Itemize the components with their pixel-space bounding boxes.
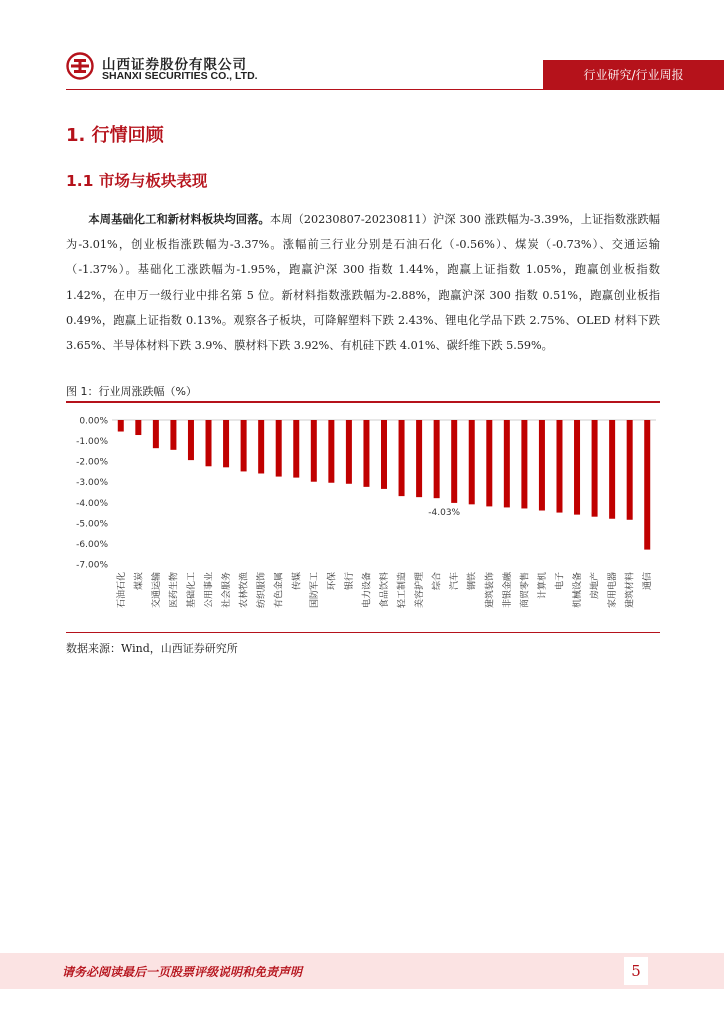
x-tick-label: 纺织服饰 xyxy=(257,572,268,609)
bar-24 xyxy=(539,420,545,511)
bar-1 xyxy=(135,420,141,435)
bar-23 xyxy=(521,420,527,508)
subsection-title: 1.1 市场与板块表现 xyxy=(66,172,208,190)
bar-10 xyxy=(293,420,299,478)
x-tick-label: 社会服务 xyxy=(222,572,233,609)
x-tick-label: 电子 xyxy=(555,572,566,591)
bar-28 xyxy=(609,420,615,519)
x-tick-label: 交通运输 xyxy=(151,572,162,609)
bar-22 xyxy=(504,420,510,507)
x-tick-label: 基础化工 xyxy=(186,572,197,609)
bar-18 xyxy=(434,420,440,498)
industry-weekly-change-chart xyxy=(66,406,660,631)
x-tick-label: 医药生物 xyxy=(169,572,180,609)
disclaimer-text: 请务必阅读最后一页股票评级说明和免责声明 xyxy=(62,965,303,979)
x-tick-label: 银行 xyxy=(344,572,355,591)
y-tick-label: -1.00% xyxy=(76,437,108,448)
bar-4 xyxy=(188,420,194,460)
bar-16 xyxy=(399,420,405,496)
report-type-tab: 行业研究/行业周报 xyxy=(543,60,724,90)
y-tick-label: -4.00% xyxy=(76,498,108,509)
x-tick-label: 非银金融 xyxy=(502,572,513,609)
company-name-cn: 山西证券股份有限公司 xyxy=(102,57,247,73)
page-footer xyxy=(0,953,724,989)
x-tick-label: 建筑装饰 xyxy=(485,572,496,609)
bar-26 xyxy=(574,420,580,515)
y-tick-label: -7.00% xyxy=(76,560,108,571)
x-tick-label: 房地产 xyxy=(590,572,601,600)
market-review-paragraph xyxy=(66,207,660,358)
bar-3 xyxy=(170,420,176,450)
figure-top-rule xyxy=(66,401,660,403)
x-tick-label: 机械设备 xyxy=(573,572,584,609)
bar-8 xyxy=(258,420,264,473)
bar-5 xyxy=(206,420,212,466)
x-tick-label: 环保 xyxy=(327,572,338,591)
bar-15 xyxy=(381,420,387,489)
data-label: -4.03% xyxy=(428,507,461,518)
bar-12 xyxy=(328,420,334,483)
x-tick-label: 煤炭 xyxy=(134,572,145,591)
bar-29 xyxy=(627,420,633,520)
y-tick-label: 0.00% xyxy=(79,416,108,427)
x-tick-label: 有色金属 xyxy=(274,572,285,609)
x-tick-label: 汽车 xyxy=(450,572,461,591)
figure-source: 数据来源：Wind，山西证券研究所 xyxy=(66,642,238,655)
bar-27 xyxy=(592,420,598,517)
x-tick-label: 综合 xyxy=(432,572,443,591)
x-tick-label: 电力设备 xyxy=(362,572,373,609)
bar-21 xyxy=(486,420,492,506)
bar-20 xyxy=(469,420,475,504)
company-name-en: SHANXI SECURITIES CO., LTD. xyxy=(102,70,258,82)
bar-17 xyxy=(416,420,422,497)
x-tick-label: 通信 xyxy=(643,572,654,591)
figure-caption: 图 1：行业周涨跌幅（%） xyxy=(66,385,197,398)
y-tick-label: -5.00% xyxy=(76,519,108,530)
bar-11 xyxy=(311,420,317,482)
bar-25 xyxy=(556,420,562,513)
bar-2 xyxy=(153,420,159,448)
x-tick-label: 传媒 xyxy=(292,572,303,591)
paragraph-body: 本周（20230807-20230811）沪深 300 涨跌幅为-3.39%，上证指数涨跌幅为-3.01%，创业板指涨跌幅为-3.37%。涨幅前三行业分别是石油石化（-0.56%）、煤炭（-0.73%）、交通运输（-1.37%）。基础化工涨跌幅为-1.95%，跑赢沪深 300 指数 1.44%，跑赢上证指数 1.05%，跑赢创业板指数 1.42%，在申万一级行业中排名第 5 位。新材料指数涨跌幅为-2.88%，跑赢沪深 300 指数 0.51%，跑赢创业板指 0.49%，跑赢上证指数 0.13%。观察各子板块，可降解塑料下跌 2.43%、锂电化学品下跌 2.75%、OLED 材料下跌 3.65%、半导体材料下跌 3.9%、膜材料下跌 3.92%、有机硅下跌 4.01%、碳纤维下跌 5.59%。 xyxy=(66,213,660,353)
x-tick-label: 商贸零售 xyxy=(520,572,531,609)
header-divider xyxy=(66,89,724,90)
page-number: 5 xyxy=(624,957,648,985)
x-tick-label: 钢铁 xyxy=(467,572,478,591)
bar-13 xyxy=(346,420,352,484)
bar-0 xyxy=(118,420,124,432)
section-title: 1. 行情回顾 xyxy=(66,125,164,146)
x-tick-label: 建筑材料 xyxy=(625,572,636,609)
y-tick-label: -2.00% xyxy=(76,457,108,468)
x-tick-label: 农林牧渔 xyxy=(239,572,250,609)
bar-19 xyxy=(451,420,457,503)
paragraph-lead: 本周基础化工和新材料板块均回落。 xyxy=(88,213,270,226)
bar-9 xyxy=(276,420,282,477)
x-tick-label: 计算机 xyxy=(537,572,548,600)
y-tick-label: -6.00% xyxy=(76,539,108,550)
figure-bottom-rule xyxy=(66,632,660,633)
shanxi-securities-logo-icon xyxy=(66,52,94,80)
y-tick-label: -3.00% xyxy=(76,478,108,489)
bar-7 xyxy=(241,420,247,471)
x-tick-label: 国防军工 xyxy=(309,572,320,609)
x-tick-label: 美容护理 xyxy=(415,572,426,609)
x-tick-label: 公用事业 xyxy=(204,572,215,609)
x-tick-label: 家用电器 xyxy=(608,572,619,609)
x-tick-label: 石油石化 xyxy=(116,572,127,609)
bar-14 xyxy=(363,420,369,487)
x-tick-label: 食品饮料 xyxy=(380,572,390,609)
bar-6 xyxy=(223,420,229,467)
bar-30 xyxy=(644,420,650,550)
x-tick-label: 轻工制造 xyxy=(397,572,408,609)
page-header xyxy=(0,0,724,100)
